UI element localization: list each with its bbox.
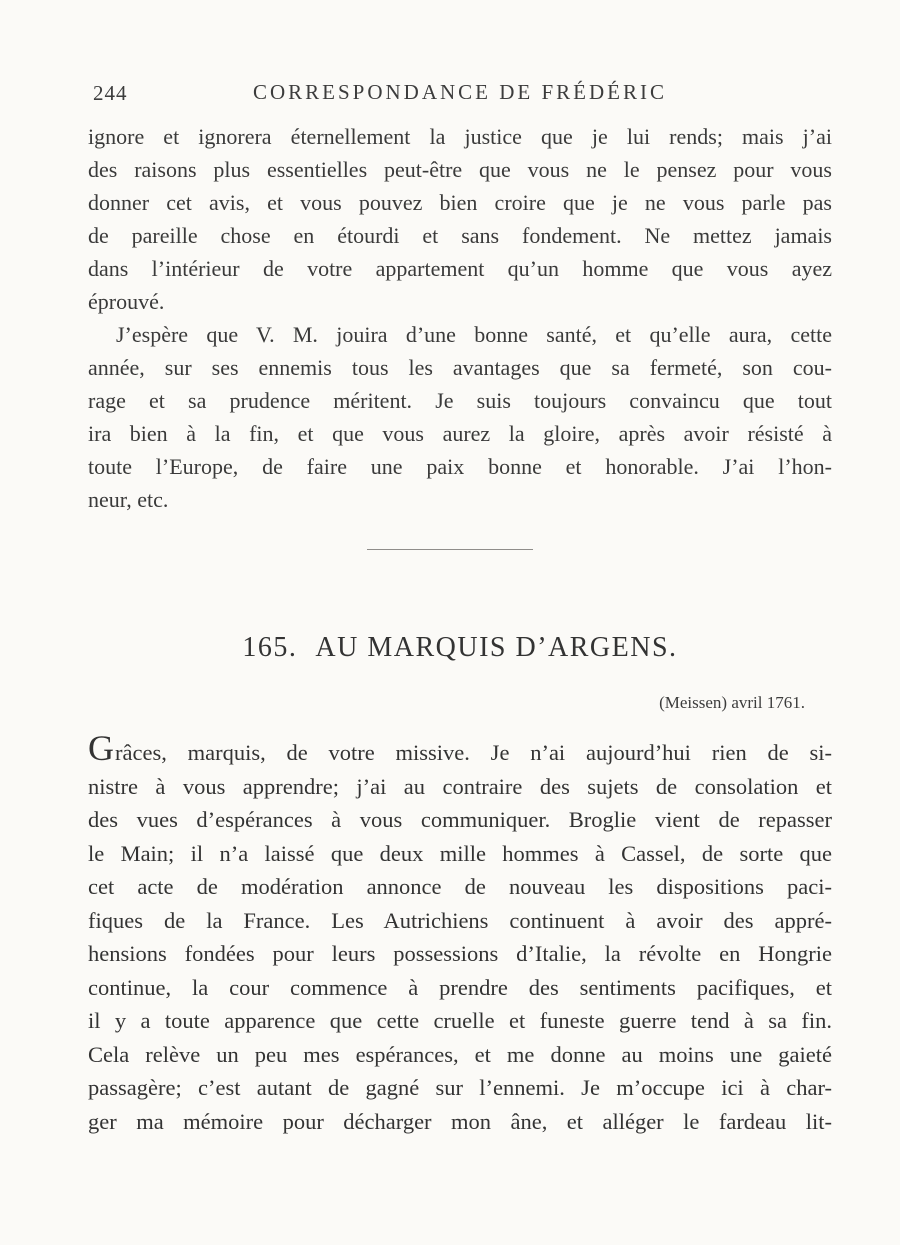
- letter-164-paragraph-1: [88, 120, 832, 318]
- letter-165-body-lines: [88, 770, 832, 1139]
- text-line: ira bien à la fin, et que vous aurez la gloire, après avoir résisté à: [88, 421, 832, 446]
- text-line: des raisons plus essentielles peut-être que vous ne le pensez pour vous: [88, 157, 832, 182]
- text-line: il y a toute apparence que cette cruelle et funeste guerre tend à sa fin.: [88, 1008, 832, 1033]
- letter-165-body: [88, 728, 832, 1138]
- text-line: ger ma mémoire pour décharger mon âne, et alléger le fardeau lit-: [88, 1108, 832, 1134]
- text-line: [88, 728, 832, 770]
- section-divider: [367, 549, 533, 550]
- running-title: CORRESPONDANCE DE FRÉDÉRIC: [252, 80, 668, 104]
- running-header: [88, 80, 832, 105]
- text-line: donner cet avis, et vous pouvez bien croire que je ne vous parle pas: [88, 190, 832, 215]
- text-line: nistre à vous apprendre; j’ai au contraire des sujets de consolation et: [88, 773, 832, 799]
- text-line: J’espère que V. M. jouira d’une bonne santé, et qu’elle aura, cette: [116, 322, 832, 347]
- text-line: toute l’Europe, de faire une paix bonne et honorable. J’ai l’hon-: [88, 454, 832, 479]
- dateline: (Meissen) avril 1761.: [659, 693, 805, 712]
- page-number: 244: [93, 81, 128, 105]
- letter-164-paragraph-2: [88, 318, 832, 516]
- text-line: éprouvé.: [88, 289, 165, 314]
- initial-capital: G: [88, 728, 115, 768]
- text-line: hensions fondées pour leurs possessions d’Italie, la révolte en Hongrie: [88, 941, 832, 966]
- letter-number: 165.: [242, 632, 298, 663]
- letter-heading: [88, 632, 832, 664]
- text-line: Cela relève un peu mes espérances, et me donne au moins une gaieté: [88, 1041, 832, 1067]
- text-line: rage et sa prudence méritent. Je suis toujours convaincu que tout: [88, 388, 832, 413]
- text-line: passagère; c’est autant de gagné sur l’ennemi. Je m’occupe ici à char-: [88, 1075, 832, 1100]
- text-line: année, sur ses ennemis tous les avantages que sa fermeté, son cou-: [88, 355, 832, 380]
- text-line: de pareille chose en étourdi et sans fondement. Ne mettez jamais: [88, 223, 832, 248]
- text-line: cet acte de modération annonce de nouveau les dispositions paci-: [88, 874, 832, 899]
- text-line: le Main; il n’a laissé que deux mille hommes à Cassel, de sorte que: [88, 840, 832, 866]
- letter-title: AU MARQUIS D’ARGENS.: [315, 632, 678, 663]
- text-line: des vues d’espérances à vous communiquer. Broglie vient de repasser: [88, 807, 832, 832]
- text-line: dans l’intérieur de votre appartement qu’un homme que vous ayez: [88, 256, 832, 281]
- text-line: continue, la cour commence à prendre des sentiments pacifiques, et: [88, 974, 832, 1000]
- text-line: fiques de la France. Les Autrichiens continuent à avoir des appré-: [88, 907, 832, 933]
- text-line: neur, etc.: [88, 487, 169, 512]
- text-line: ignore et ignorera éternellement la justice que je lui rends; mais j’ai: [88, 124, 832, 149]
- first-line-rest: râces, marquis, de votre missive. Je n’ai aujourd’hui rien de si-: [115, 740, 832, 765]
